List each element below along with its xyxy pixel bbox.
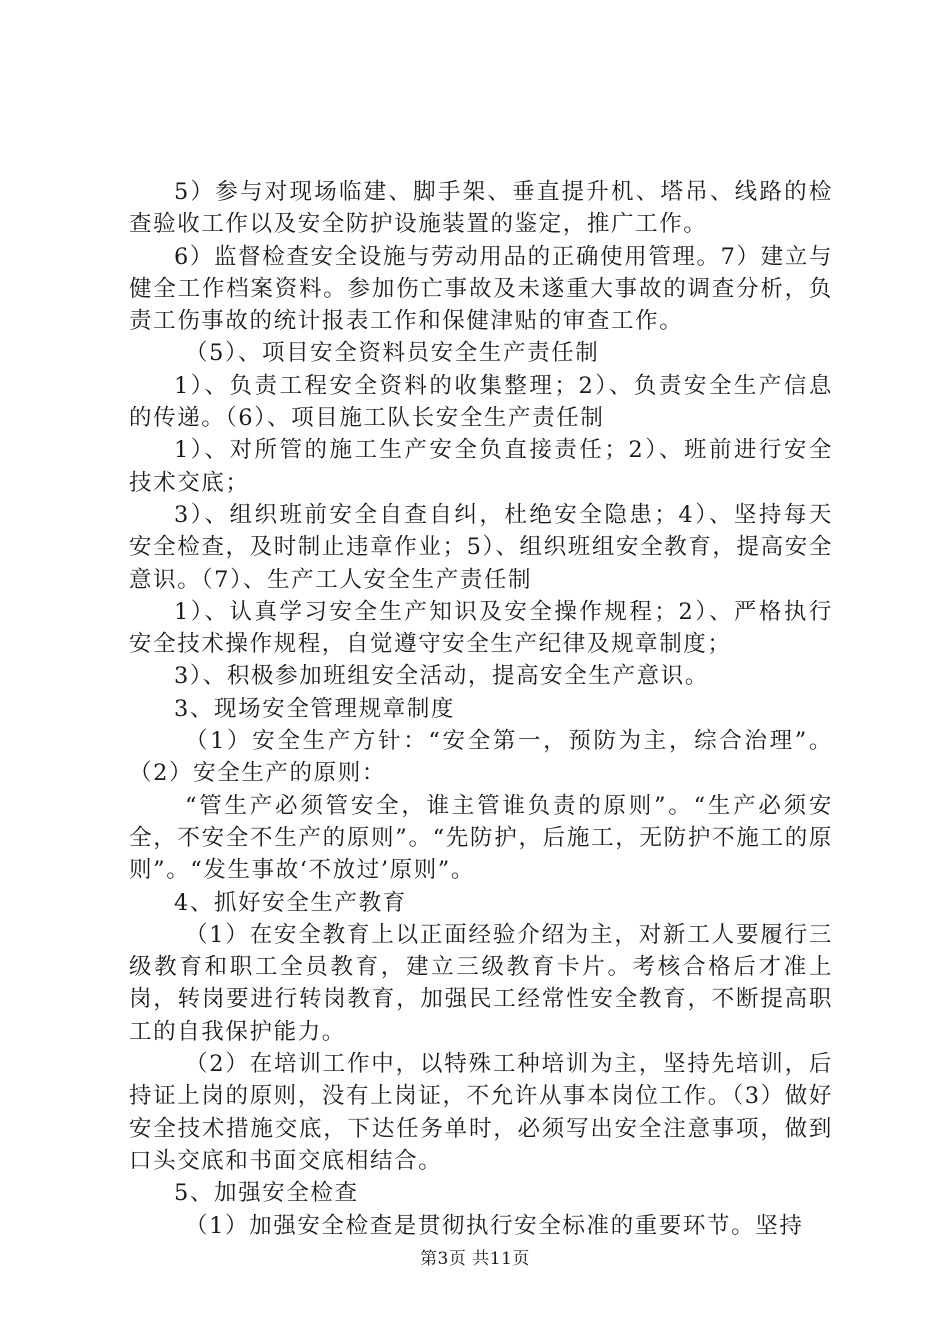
section-heading: 3、现场安全管理规章制度 bbox=[174, 695, 456, 722]
document-body bbox=[129, 176, 833, 1242]
paragraph: 3）、积极参加班组安全活动，提高安全生产意识。 bbox=[174, 663, 709, 690]
paragraph: 1）、对所管的施工生产安全负直接责任；2）、班前进行安全技术交底； bbox=[129, 437, 833, 496]
page-number-footer: 第3页 共11页 bbox=[420, 1249, 530, 1269]
paragraph: “管生产必须管安全，谁主管谁负责的原则”。“生产必须安全，不安全不生产的原则”。“先防护，后施工，无防护不施工的原则”。“发生事故‘不放过’原则”。 bbox=[129, 792, 833, 884]
paragraph: 3）、组织班前安全自查自纠，杜绝安全隐患；4）、坚持每天安全检查，及时制止违章作业；5）、组织班组安全教育，提高安全意识。（7）、生产工人安全生产责任制 bbox=[129, 501, 833, 593]
paragraph: 1）、认真学习安全生产知识及安全操作规程；2）、严格执行安全技术操作规程，自觉遵守安全生产纪律及规章制度； bbox=[129, 598, 833, 658]
paragraph: 1）、负责工程安全资料的收集整理；2）、负责安全生产信息的传递。（6）、项目施工队长安全生产责任制 bbox=[129, 372, 833, 432]
paragraph: （2）在培训工作中，以特殊工种培训为主，坚持先培训，后持证上岗的原则，没有上岗证，不允许从事本岗位工作。（3）做好安全技术措施交底，下达任务单时，必须写出安全注意事项，做到口头交底和书面交底相结合。 bbox=[129, 1051, 833, 1174]
paragraph: 5）参与对现场临建、脚手架、垂直提升机、塔吊、线路的检查验收工作以及安全防护设施装置的鉴定，推广工作。 bbox=[129, 179, 833, 238]
paragraph: （1）安全生产方针：“安全第一，预防为主，综合治理”。（2）安全生产的原则： bbox=[129, 728, 833, 787]
paragraph: （1）加强安全检查是贯彻执行安全标准的重要环节。坚持 bbox=[185, 1212, 804, 1239]
section-heading: 5、加强安全检查 bbox=[174, 1180, 359, 1207]
paragraph: （1）在安全教育上以正面经验介绍为主，对新工人要履行三级教育和职工全员教育，建立三级教育卡片。考核合格后才准上岗，转岗要进行转岗教育，加强民工经常性安全教育，不断提高职工的自我保护能力。 bbox=[129, 921, 833, 1045]
paragraph: 6）监督检查安全设施与劳动用品的正确使用管理。7）建立与健全工作档案资料。参加伤亡事故及未遂重大事故的调查分析，负责工伤事故的统计报表工作和保健津贴的审查工作。 bbox=[129, 243, 833, 335]
section-heading: （5）、项目安全资料员安全生产责任制 bbox=[185, 340, 600, 367]
section-heading: 4、抓好安全生产教育 bbox=[174, 889, 407, 916]
